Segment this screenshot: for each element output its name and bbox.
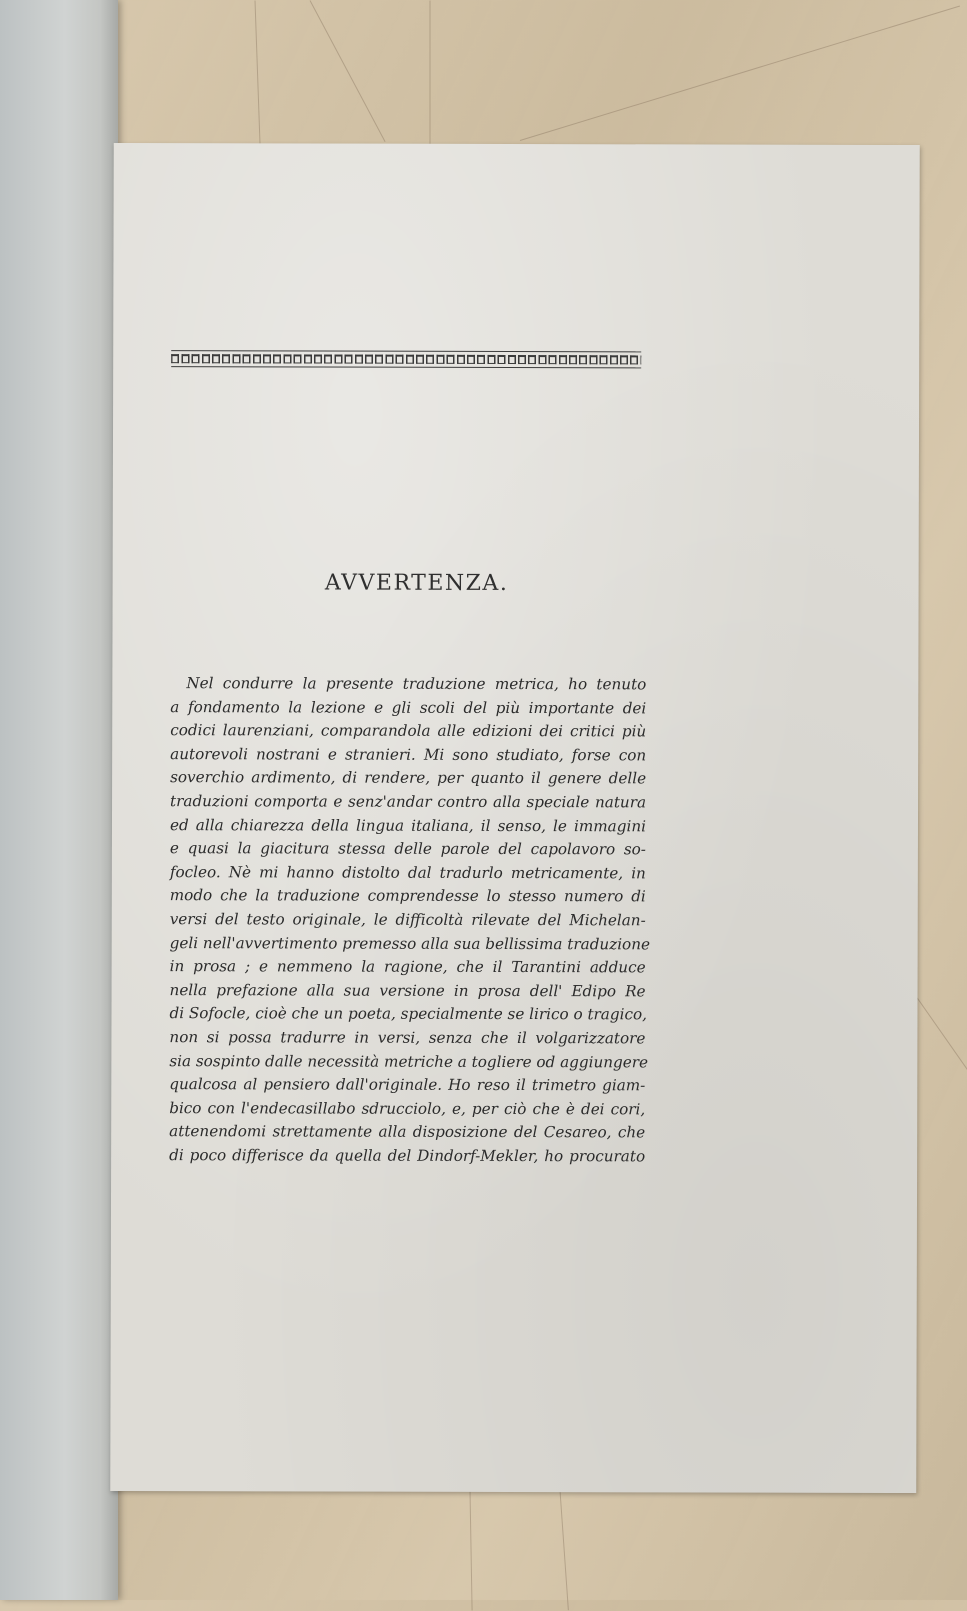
text-line: modo che la traduzione comprendesse lo stesso numero di — [169, 886, 646, 906]
page-heading: AVVERTENZA. — [324, 570, 509, 596]
text-line: non si possa tradurre in versi, senza che il volgarizzatore — [169, 1028, 646, 1048]
ornament-bottom-rule — [171, 366, 641, 368]
background-crease — [310, 0, 386, 142]
text-line: codici laurenziani, comparandola alle edizioni dei critici più — [170, 721, 647, 741]
text-line: sia sospinto dalle necessità metriche a togliere od aggiungere — [169, 1051, 649, 1071]
text-line: bico con l'endecasillabo sdrucciolo, e, per ciò che è dei cori, — [169, 1098, 646, 1119]
background-crease — [560, 1490, 569, 1610]
text-line: versi del testo originale, le difficoltà rilevate del Michelan- — [169, 910, 646, 930]
text-line: soverchio ardimento, di rendere, per quanto il genere delle — [170, 768, 647, 788]
background-crease — [255, 0, 262, 160]
text-line: a fondamento la lezione e gli scoli del più importante dei — [170, 697, 647, 717]
text-line: traduzioni comporta e senz'andar contro alla speciale natura — [170, 792, 647, 812]
text-line: ed alla chiarezza della lingua italiana, il senso, le immagini — [169, 815, 647, 835]
text-line: in prosa ; e nemmeno la ragione, che il Tarantini adduce — [169, 957, 646, 977]
facing-page-edge — [0, 0, 118, 1600]
ornament-square-pattern — [171, 354, 641, 364]
text-line: focleo. Nè mi hanno distolto dal tradurlo metricamente, in — [169, 862, 646, 883]
text-line: qualcosa al pensiero dall'originale. Ho reso il trimetro giam- — [169, 1075, 646, 1095]
preface-paragraph — [169, 672, 651, 1169]
background-crease — [520, 6, 960, 141]
decorative-border-ornament — [171, 349, 641, 370]
text-line: di Sofocle, cioè che un poeta, specialmente se lirico o tragico, — [169, 1004, 647, 1024]
text-line: attenendomi strettamente alla disposizione del Cesareo, che — [169, 1122, 646, 1142]
text-line: autorevoli nostrani e stranieri. Mi sono studiato, forse con — [170, 744, 647, 765]
text-line: nella prefazione alla sua versione in prosa dell' Edipo Re — [169, 980, 646, 1001]
background-crease — [470, 1490, 473, 1610]
text-line: geli nell'avvertimento premesso alla sua bellissima traduzione — [169, 933, 651, 953]
book-page — [110, 143, 920, 1493]
background-crease — [430, 1, 431, 151]
text-line: Nel condurre la presente traduzione metrica, ho tenuto — [186, 674, 647, 694]
ornament-top-rule — [171, 350, 641, 352]
text-line: e quasi la giacitura stessa delle parole del capolavoro so- — [169, 839, 646, 859]
text-line: di poco differisce da quella del Dindorf-Mekler, ho procurato — [169, 1145, 646, 1166]
